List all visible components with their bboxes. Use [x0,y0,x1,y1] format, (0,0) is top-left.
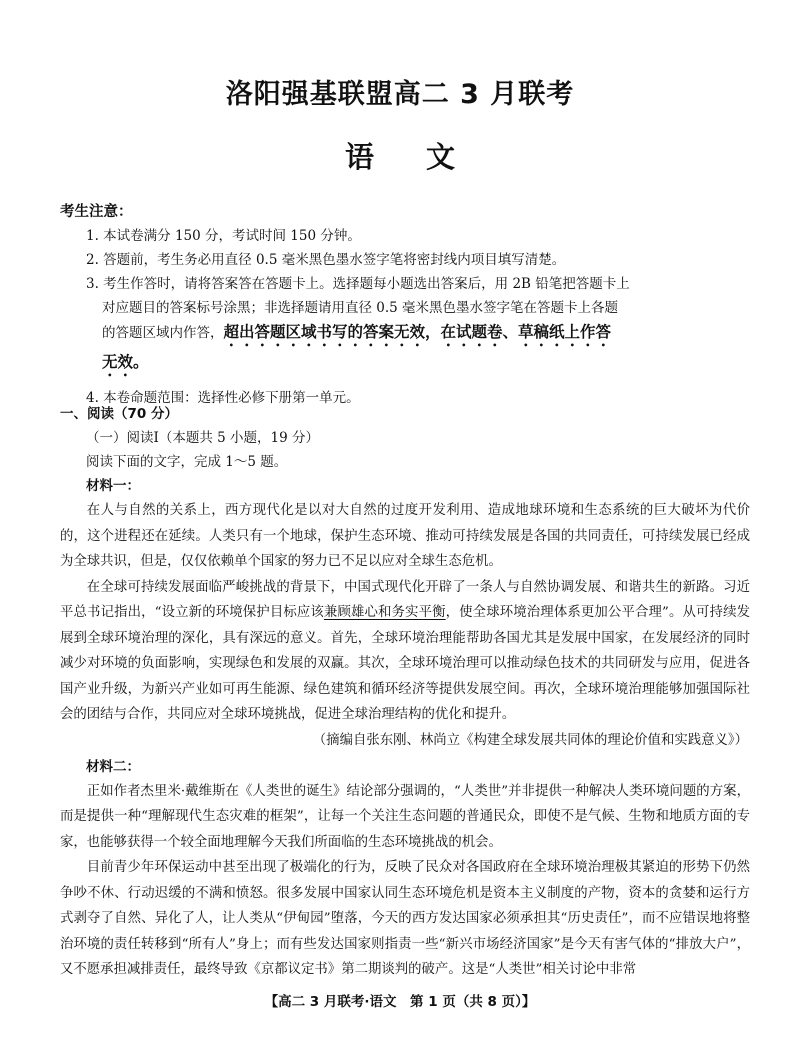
underlined-quote: 兼顾雄心和务实平衡 [323,605,446,620]
material-2-paragraph-1: 正如作者杰里米·戴维斯在《人类世的诞生》结论部分强调的，“人类世”并非提供一种解决人类环境问题的方案，而是提供一种“理解现代生态灾难的框架”，让每一个关注生态问题的普通民众，即使不是气候、生物和地质方面的专家，也能够获得一个较全面地理解今天我们所面临的生态环境挑战的机会。 [60,783,750,850]
notice-item-3-line-3 [60,320,750,350]
notice-heading: 考生注意： [60,204,133,220]
exam-title: 洛阳强基联盟高二 3 月联考 [225,79,575,110]
material-2-paragraph-2: 目前青少年环保运动中甚至出现了极端化的行为，反映了民众对各国政府在全球环境治理极其紧迫的形势下仍然争吵不休、行动迟缓的不满和愤怒。很多发展中国家认同生态环境危机是资本主义制度的产物，资本的贪婪和运行方式剥夺了自然、异化了人，让人类从“伊甸园”堕落，今天的西方发达国家必须承担其“历史责任”，而不应错误地将整治环境的责任转移到“所有人”身上；而有些发达国家则指责一些“新兴市场经济国家”是今天有害气体的“排放大户”，又不愿承担减排责任，最终导致《京都议定书》第二期谈判的破产。这是“人类世”相关讨论中非常 [60,860,750,977]
notice-item-2: 2. 答题前，考生务必用直径 0.5 毫米黑色墨水签字笔将密封线内项目填写清楚。 [86,252,566,268]
material-2-label: 材料二： [86,758,140,775]
notice-item-3-text: 的答题区域内作答， [102,325,224,341]
material-1-source: （摘编自张东刚、林尚立《构建全球发展共同体的理论价值和实践意义》） [312,732,748,748]
material-1-paragraph-2-start: 在全球可持续发展面临严峻挑战的背景下，中国式现代化开辟了一条人与自然协调发展、和谐共生的新路。习近平总书记指出，“设立新的环境保护目标应该 [60,579,750,620]
material-1-paragraph-2 [60,575,750,728]
notice-item-3-line-1: 3. 考生作答时，请将答案答在答题卡上。选择题每小题选出答案后，用 2B 铅笔把答题卡上 [86,276,630,292]
subject-char-1: 语 [344,140,374,174]
material-1-label: 材料一： [86,478,140,494]
notice-emphasis: 超出答题区域书写的答案无效，在试题卷、草稿纸上作答 [223,323,612,341]
material-1-paragraph-1: 在人与自然的关系上，西方现代化是以对大自然的过度开发利用、造成地球环境和生态系统的巨大破坏为代价的，这个进程还在延续。人类只有一个地球，保护生态环境、推动可持续发展是各国的共同责任，可持续发展已经成为全球共识，但是，仅仅依赖单个国家的努力已不足以应对全球生态危机。 [60,503,750,569]
notice-item-3-line-2: 对应题目的答案标号涂黑；非选择题请用直径 0.5 毫米黑色墨水签字笔在答题卡上各题 [102,300,619,316]
notice-item-3-line-4 [60,350,750,380]
subject-title [0,135,800,176]
material-1-paragraph-2-rest: ，使全球环境治理体系更加公平合理”。从可持续发展到全球环境治理的深化，具有深远的意义。首先，全球环境治理能帮助各国尤其是发展中国家，在发展经济的同时减少对环境的负面影响，实现绿色和发展的双赢。其次，全球环境治理可以推动绿色技术的共同研发与应用，促进各国产业升级，为新兴产业如可再生能源、绿色建筑和循环经济等提供发展空间。再次，全球环境治理能够加强国际社会的团结与合作，共同应对全球环境挑战，促进全球治理结构的优化和提升。 [60,605,750,722]
page-footer: 【高二 3 月联考·语文 第 1 页（共 8 页）】 [264,994,536,1010]
section-subheading: （一）阅读Ⅰ（本题共 5 小题，19 分） [86,430,319,446]
section-heading: 一、阅读（70 分） [60,406,178,422]
notice-emphasis-end: 无效。 [102,353,149,371]
notice-item-1: 1. 本试卷满分 150 分，考试时间 150 分钟。 [86,228,361,244]
notice-block [60,200,750,410]
subject-char-2: 文 [426,140,456,174]
notice-item-4: 4. 本卷命题范围：选择性必修下册第一单元。 [86,390,360,406]
reading-section [60,402,750,983]
section-instruction: 阅读下面的文字，完成 1～5 题。 [86,454,288,470]
